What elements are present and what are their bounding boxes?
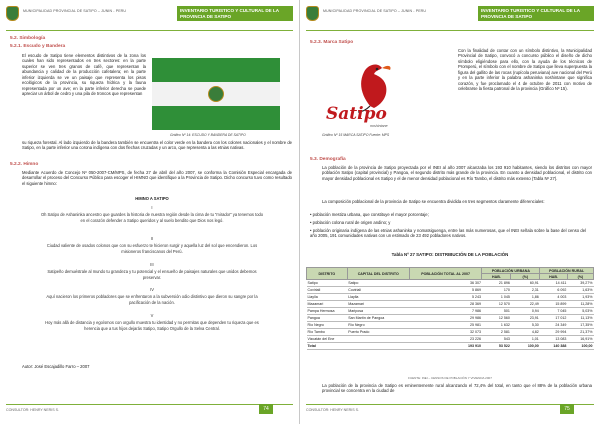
subsection-heading: 5.2.3. Marca Satipo [310,40,354,45]
table-cell: 29 986 [409,315,482,322]
table-cell: Satipo [347,280,409,287]
table-cell: 1 045 [482,294,511,301]
himno-verse: Ciudad valiente de osados colonos que con su esfuerzo te hicieron surgir y aquella luz del sol que encendieron. Los misioneros franciscanos del Perú. [46,243,258,254]
table-cell: Puerto Prado [347,329,409,336]
table-cell: Río Tambo [307,329,348,336]
table-cell: 100,00 [511,343,540,350]
column-subheader: HAB. [482,274,511,280]
table-row [307,301,594,308]
list-item: • población colona rural de origen andino; y [310,220,391,225]
municipality-name: MUNICIPALIDAD PROVINCIAL DE SATIPO – JUNIN - PERU [323,9,427,13]
table-cell: 28 369 [409,301,482,308]
table-row [307,336,594,343]
verse-number: III [150,262,154,267]
column-subheader: (%) [511,274,540,280]
table-cell: Mariposa [347,308,409,315]
table-row [307,287,594,294]
table-cell: 21 896 [482,280,511,287]
table-cell: 36 307 [409,280,482,287]
table-cell: 501 [482,308,511,315]
satipo-flag-image [152,58,280,130]
table-cell: San Martín de Pangoa [347,315,409,322]
list-item: • población mestiza urbana, que constituye el mayor porcentaje; [310,212,429,217]
table-cell: 12 570 [482,301,511,308]
table-cell: 1,93% [567,294,593,301]
shield-icon [208,86,224,102]
table-row [307,294,594,301]
subsection-heading: 5.2.1. Escudo y Bandera [10,44,66,49]
table-cell: 25 981 [409,322,482,329]
table-cell: 17,35% [567,322,593,329]
header-divider [306,30,594,31]
demografia-paragraph: La composición poblacional de la provincia de Satipo se encuentra dividida en tres segmentos claramente diferenciales: [322,199,545,204]
column-header: CAPITAL DEL DISTRITO [347,268,409,280]
table-cell: 170 [482,287,511,294]
table-cell: Coviriali [347,287,409,294]
page-number: 74 [259,404,273,414]
table-row [307,280,594,287]
himno-author: Autor: José Escajadillo Farro – 2007 [22,364,90,369]
section-heading: 5.2. Simbología [10,36,46,41]
table-cell: Coviriali [307,287,348,294]
page-number: 75 [560,404,574,414]
table-cell: 15 899 [540,301,568,308]
table-cell: 23,91 [511,315,540,322]
himno-verse: Satipeño demuéstrale al mundo tu grandeza y tu potencial y el ensueño de paisajes naturales que unidos debemos preservar. [47,269,257,280]
marca-paragraph: Con la finalidad de contar con un símbolo distintivo, la Municipalidad Provincial de Satipo, convocó a concurso público el diseño de dicho símbolo eligiéndose para ello, con la ayuda de los técnicos de Promperú, el símbolo con el nombre de Satipo que lleva superpuesta la figura del gallito de las rocas (rupícola peruviana) ave nacional del Perú y en la parte inferior la palabra ashaninka noshintane que significa corazón, y fue proclamado el 4 de octubre de 2011 con motivo de celebrarse la fiesta patronal de la provincia (Gráfico Nº 15). [458,48,592,92]
table-cell: 1,63% [567,287,593,294]
table-cell: 39,27% [567,280,593,287]
table-cell: 5,03% [567,308,593,315]
verse-number: V [150,313,154,318]
table-cell: 140 388 [540,343,568,350]
page-footer [306,404,594,414]
table-cell: 2 581 [482,329,511,336]
escudo-paragraph-continued: su riqueza forestal. Al lado izquierdo de la bandera también se encuentra el color verde en la bandera con los colores nacionales y el nombre de Satipo, en la parte inferior una corona indígena con dos flechas cruzadas y un arco, que representa a las etnias nativas. [22,140,292,151]
right-page [300,0,600,424]
himno-intro-paragraph: Mediante Acuerdo de Concejo Nº 050-2007-CM/MPS, de fecha 27 de abril del año 2007, se conforma la Comisión Especial encargada de desarrollar el proceso del Concurso Público para escoger el HIMNO que identifique a la Provincia de Satipo. Dicho concurso tuvo como resultado el siguiente himno: [22,170,292,186]
table-cell: 17 012 [540,315,568,322]
himno-verse: Hoy más allá de distancia y egoísmos con orgullo muestra tu identidad y no permitas que dependen tu riqueza que es herencia que a tus hijos dejarás Satipo, Satipo Orgullo de la Selva Central. [45,320,259,331]
table-cell [347,336,409,343]
document-title: INVENTARIO TURISTICO Y CULTURAL DE LA PROVINCIA DE SATIPO [177,6,293,21]
table-cell: 1,01 [511,336,540,343]
table-cell: 29 994 [540,329,568,336]
table-cell: 11,13% [567,315,593,322]
table-cell: Llaylla [347,294,409,301]
table-row [307,315,594,322]
table-source: FUENTE: INEI – CENSOS DE POBLACIÓN Y VIVIENDA 2007 [408,376,492,380]
municipal-crest-icon [306,6,319,21]
table-cell: 543 [482,336,511,343]
demografia-paragraph: La población de la provincia de Satipo proyectada por el INEI al año 2007 alcanzaba los 193 910 habitantes, siendo los distritos con mayor población Satipo (capital provincial) y Pangoa, el segundo distrito más grande de la provincia. En cuanto a densidad poblacional, el distrito con mayor densidad poblacional es Satipo y el de menor densidad poblacional es Río Tambo, el distrito más extenso (Tabla Nº 27). [322,165,592,181]
consultant-name: CONSULTOR: HENRY NERIS S. [306,408,360,412]
consultant-name: CONSULTOR: HENRY NERIS S. [6,408,60,412]
table-cell: 4 003 [540,294,568,301]
himno-verse: Aquí nacieron los primeros pobladores que se enfrentaron a la subversión odio distintivo que dieron su sangre por la pacificación de la nación. [46,294,258,305]
table-cell: 23 226 [409,336,482,343]
table-cell: Mazamari [347,301,409,308]
table-cell: Río Negro [347,322,409,329]
page-header [306,4,594,30]
table-cell: Satipo [307,280,348,287]
table-cell: 2,31 [511,287,540,294]
table-row [307,308,594,315]
header-divider [6,30,293,31]
table-cell: 193 910 [409,343,482,350]
column-header: POBLACIÓN TOTAL AL 2007 [409,268,482,280]
verse-number: II [150,236,154,241]
list-item-text: población colona rural de origen andino; y [312,220,391,225]
table-cell: 4,82 [511,329,540,336]
table-cell: 11,28% [567,301,593,308]
table-row [307,322,594,329]
himno-title: HIMNO A SATIPO [135,196,169,201]
brand-logo-text: Satipo [326,104,387,124]
page-header [6,4,293,30]
table-cell: 6 092 [540,287,568,294]
table-cell: 32 073 [409,329,482,336]
table-total-row [307,343,594,350]
table-cell: 12 560 [482,315,511,322]
himno-verse: Oh Satipo de Ashaninka ancestro que guardes la historia de nuestra región desde la cima de tu “mirador” ya tenemos todo en el corazón defender a Satipo queridos y al suelo bendito que Dios nos legó. [40,212,264,223]
table-cell: 53 522 [482,343,511,350]
logo-tagline: noshintane [370,124,388,128]
list-item-text: población mestiza urbana, que constituye el mayor porcentaje; [312,212,429,217]
subsection-heading: 5.2.2. Himno [10,162,39,167]
table-cell: 60,91 [511,280,540,287]
column-subheader: HAB. [540,274,568,280]
table-cell: Vizcatán del Ene [307,336,348,343]
table-cell: Total [307,343,348,350]
document-title: INVENTARIO TURISTICO Y CULTURAL DE LA PROVINCIA DE SATIPO [478,6,594,21]
table-body [307,280,594,350]
column-header: POBLACIÓN RURAL [540,268,594,274]
demografia-paragraph: La población de la provincia de Satipo es eminentemente rural alcanzando el 72,4% del total, en tanto que el 88% de la población urbana provincial se concentra en la ciudad de [322,383,592,394]
verse-number: IV [150,287,154,292]
table-cell: Pangoa [307,315,348,322]
column-subheader: (%) [567,274,593,280]
list-item: • población originaria indígena de las etnias ashaninka y nomatsiguenga, entre las más numerosas, que el INEI señala sobre la base del censo del año 2005, 191 comunidades nativas con un estimado de 23 492 pobladores nativos. [310,228,586,239]
table-cell: 16,91% [567,336,593,343]
table-cell: 5 243 [409,294,482,301]
population-table [306,267,594,350]
table-cell: 14 411 [540,280,568,287]
table-cell: Pampa Hermosa [307,308,348,315]
table-row [307,329,594,336]
table-cell: 21,37% [567,329,593,336]
section-heading: 5.3. Demografía [310,157,346,162]
table-cell: 7 986 [409,308,482,315]
table-cell: 5 869 [409,287,482,294]
figure-caption: Gráfico Nº 15 MARCA SATIPO Fuente: MPS [322,133,390,137]
column-header: DISTRITO [307,268,348,280]
escudo-paragraph: El escudo de Satipo tiene elementos distintivos de la zona los cuales han sido representados en tres sectores: en la parte superior se ven tres granos de café, que representan la abundancia y calidad de la producción cafetalera; en la parte inferior izquierda se ve un paisaje que representa los pisos ecológicos de la provincia, su riqueza hídrica y la fauna representada por un ave; en la parte inferior derecha se puede apreciar un árbol de cedro y una pila de troncos que representan [22,53,146,97]
table-cell [347,343,409,350]
table-cell: 24 349 [540,322,568,329]
table-cell: 13 083 [540,336,568,343]
table-cell: 100,00 [567,343,593,350]
table-cell: 0,94 [511,308,540,315]
column-header: POBLACIÓN URBANA [482,268,540,274]
table-cell: 5,30 [511,322,540,329]
figure-caption: Gráfico Nº 14: ESCUDO Y BANDERA DE SATIPO [170,133,246,137]
table-cell: 1 632 [482,322,511,329]
verse-number: I [151,205,153,210]
table-cell: 7 045 [540,308,568,315]
table-cell: Río Negro [307,322,348,329]
municipality-name: MUNICIPALIDAD PROVINCIAL DE SATIPO – JUNIN - PERU [23,9,127,13]
page-footer [6,404,293,414]
list-item-text: población originaria indígena de las etnias ashaninka y nomatsiguenga, entre las más numerosas, que el INEI señala sobre la base del censo del año 2005, 191 comunidades nativas con un estimado de 23 492 pobladores nativos. [310,228,586,239]
table-cell: 22,49 [511,301,540,308]
table-cell: 1,86 [511,294,540,301]
municipal-crest-icon [6,6,19,21]
table-cell: Mazamari [307,301,348,308]
table-cell: Llaylla [307,294,348,301]
table-caption: Tabla Nº 27 SATIPO: DISTRIBUCIÓN DE LA POBLACIÓN [391,252,509,257]
